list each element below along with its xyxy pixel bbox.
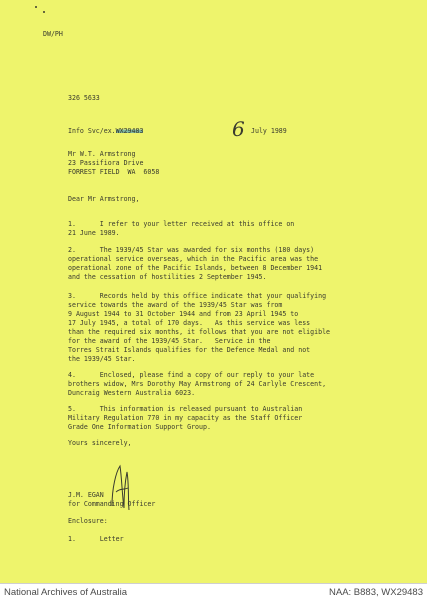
punch-mark — [43, 11, 45, 13]
signatory-name: J.M. EGAN — [68, 491, 104, 499]
paragraph-2-line: operational zone of the Pacific Islands, between 8 December 1941 — [68, 264, 323, 272]
date-month-year: July 1989 — [251, 127, 287, 135]
paragraph-2-line: operational service overseas, which in the Pacific area was the — [68, 255, 319, 263]
paragraph-5-line: Military Regulation 770 in my capacity as the Staff Officer — [68, 414, 303, 422]
paragraph-3-line: 17 July 1945, a total of 170 days. As this service was less — [68, 319, 311, 327]
paragraph-4-line: 4. Enclosed, please find a copy of our reply to your late — [68, 371, 315, 379]
file-ref-number: WX29483 — [115, 127, 144, 135]
enclosure-item: 1. Letter — [68, 535, 124, 543]
signatory-title: for Commanding Officer — [68, 500, 156, 508]
file-ref-prefix: Info Svc/ex. — [68, 127, 116, 135]
punch-mark — [35, 6, 37, 8]
paragraph-4-line: Duncraig Western Australia 6023. — [68, 389, 196, 397]
paragraph-1-line: 21 June 1989. — [68, 229, 120, 237]
paragraph-3-line: 3. Records held by this office indicate that your qualifying — [68, 292, 327, 300]
paragraph-3-line: than the required six months, it follows that you are not eligible — [68, 328, 331, 336]
paragraph-3-line: for the award of the 1939/45 Star. Service in the — [68, 337, 271, 345]
paragraph-2-line: and the cessation of hostilities 2 September 1945. — [68, 273, 267, 281]
paragraph-2-line: 2. The 1939/45 Star was awarded for six months (180 days) — [68, 246, 315, 254]
archive-name: National Archives of Australia — [4, 587, 128, 598]
phone-number: 326 5633 — [68, 94, 100, 102]
paragraph-1-line: 1. I refer to your letter received at this office on — [68, 220, 295, 228]
file-reference — [68, 127, 143, 136]
paragraph-3-line: the 1939/45 Star. — [68, 355, 136, 363]
salutation: Dear Mr Armstrong, — [68, 195, 140, 203]
date-day: 6 — [232, 117, 245, 141]
archive-footer — [0, 583, 427, 600]
closing: Yours sincerely, — [68, 439, 132, 447]
addressee-line: Mr W.T. Armstrong — [68, 150, 136, 158]
paragraph-4-line: brothers widow, Mrs Dorothy May Armstrong of 24 Carlyle Crescent, — [68, 380, 327, 388]
paragraph-5-line: Grade One Information Support Group. — [68, 423, 211, 431]
addressee-line: FORREST FIELD WA 6058 — [68, 168, 160, 176]
paragraph-3-line: Torres Strait Islands qualifies for the Defence Medal and not — [68, 346, 311, 354]
addressee-line: 23 Passifiora Drive — [68, 159, 144, 167]
handwritten-signature — [98, 458, 158, 518]
archive-citation: NAA: B883, WX29483 — [329, 587, 423, 598]
paragraph-3-line: 9 August 1944 to 31 October 1944 and from 23 April 1945 to — [68, 310, 299, 318]
enclosure-label: Enclosure: — [68, 517, 108, 525]
paragraph-3-line: service towards the award of the 1939/45 Star was from — [68, 301, 283, 309]
paragraph-5-line: 5. This information is released pursuant to Australian — [68, 405, 303, 413]
reference-initials: DW/PH — [43, 30, 63, 38]
